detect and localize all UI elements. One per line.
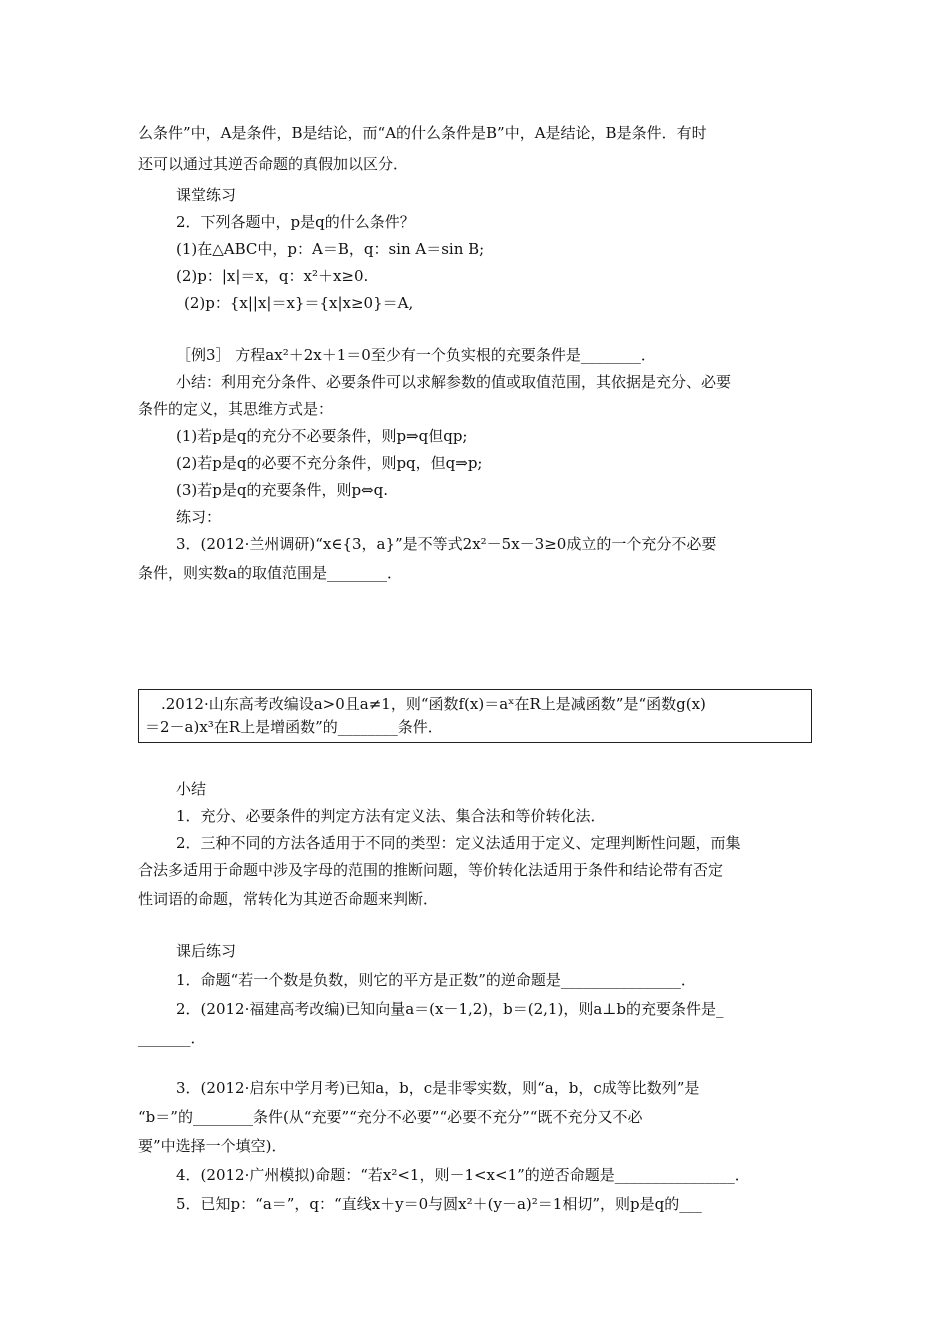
line-29: 4．(2012·广州模拟)命题：“若x²<1，则－1<x<1”的逆否命题是________________． — [176, 1166, 750, 1184]
section-heading: 课堂练习 — [176, 186, 237, 204]
line-1: 么条件”中，A是条件，B是结论，而“A的什么条件是B”中，A是结论，B是条件．有时 — [138, 124, 707, 142]
line-18: 1．充分、必要条件的判定方法有定义法、集合法和等价转化法． — [176, 807, 606, 825]
line-15: 3．(2012·兰州调研)“x∈{3，a}”是不等式2x²－5x－3≥0成立的一个充分不必要 — [176, 535, 717, 553]
line-10: 条件的定义，其思维方式是： — [138, 400, 334, 418]
line-28: 要”中选择一个填空)． — [138, 1137, 287, 1155]
line-13: (3)若p是q的充要条件，则p⇔q. — [176, 481, 388, 499]
box-line-1: .2012·山东高考改编设a>0且a≠1，则“函数f(x)＝aˣ在R上是减函数”是“函数g(x) — [161, 695, 706, 713]
summary-heading: 小结 — [176, 780, 207, 798]
line-12: (2)若p是q的必要不充分条件，则pq，但q⇒p; — [176, 454, 483, 472]
line-21: 性词语的命题，常转化为其逆否命题来判断． — [138, 890, 439, 908]
line-27: “b＝”的________条件(从“充要”“充分不必要”“必要不充分”“既不充分又不必 — [138, 1108, 643, 1126]
line-6: (2)p：|x|＝x，q：x²＋x≥0. — [176, 267, 369, 285]
problem-box — [138, 689, 812, 743]
line-20: 合法多适用于命题中涉及字母的范围的推断问题，等价转化法适用于条件和结论带有否定 — [138, 861, 724, 879]
line-23: 1．命题“若一个数是负数，则它的平方是正数”的逆命题是________________． — [176, 971, 696, 989]
line-19: 2．三种不同的方法各适用于不同的类型：定义法适用于定义、定理判断性问题，而集 — [176, 834, 741, 852]
line-5: (1)在△ABC中，p：A＝B，q：sin A＝sin B; — [176, 240, 485, 258]
line-24: 2．(2012·福建高考改编)已知向量a＝(x－1,2)，b＝(2,1)，则a⊥b的充要条件是_ — [176, 1000, 724, 1018]
line-30: 5．已知p：“a＝”，q：“直线x＋y＝0与圆x²＋(y－a)²＝1相切”，则p是q的___ — [176, 1195, 702, 1213]
homework-heading: 课后练习 — [176, 942, 237, 960]
line-26: 3．(2012·启东中学月考)已知a，b，c是非零实数，则“a，b，c成等比数列”是 — [176, 1079, 700, 1097]
box-line-2: ＝2－a)x³在R上是增函数”的________条件． — [145, 718, 443, 736]
line-7: (2)p：{x||x|＝x}＝{x|x≥0}＝A, — [184, 294, 414, 312]
line-2: 还可以通过其逆否命题的真假加以区分． — [138, 155, 409, 173]
line-4: 2．下列各题中，p是q的什么条件？ — [176, 213, 415, 231]
line-8: ［例3］ 方程ax²＋2x＋1＝0至少有一个负实根的充要条件是________． — [176, 346, 656, 364]
line-9: 小结：利用充分条件、必要条件可以求解参数的值或取值范围，其依据是充分、必要 — [176, 373, 732, 391]
line-11: (1)若p是q的充分不必要条件，则p⇒q但qp; — [176, 427, 468, 445]
line-16: 条件，则实数a的取值范围是________． — [138, 564, 402, 582]
line-25: _______． — [138, 1029, 206, 1047]
line-14: 练习： — [176, 508, 222, 526]
